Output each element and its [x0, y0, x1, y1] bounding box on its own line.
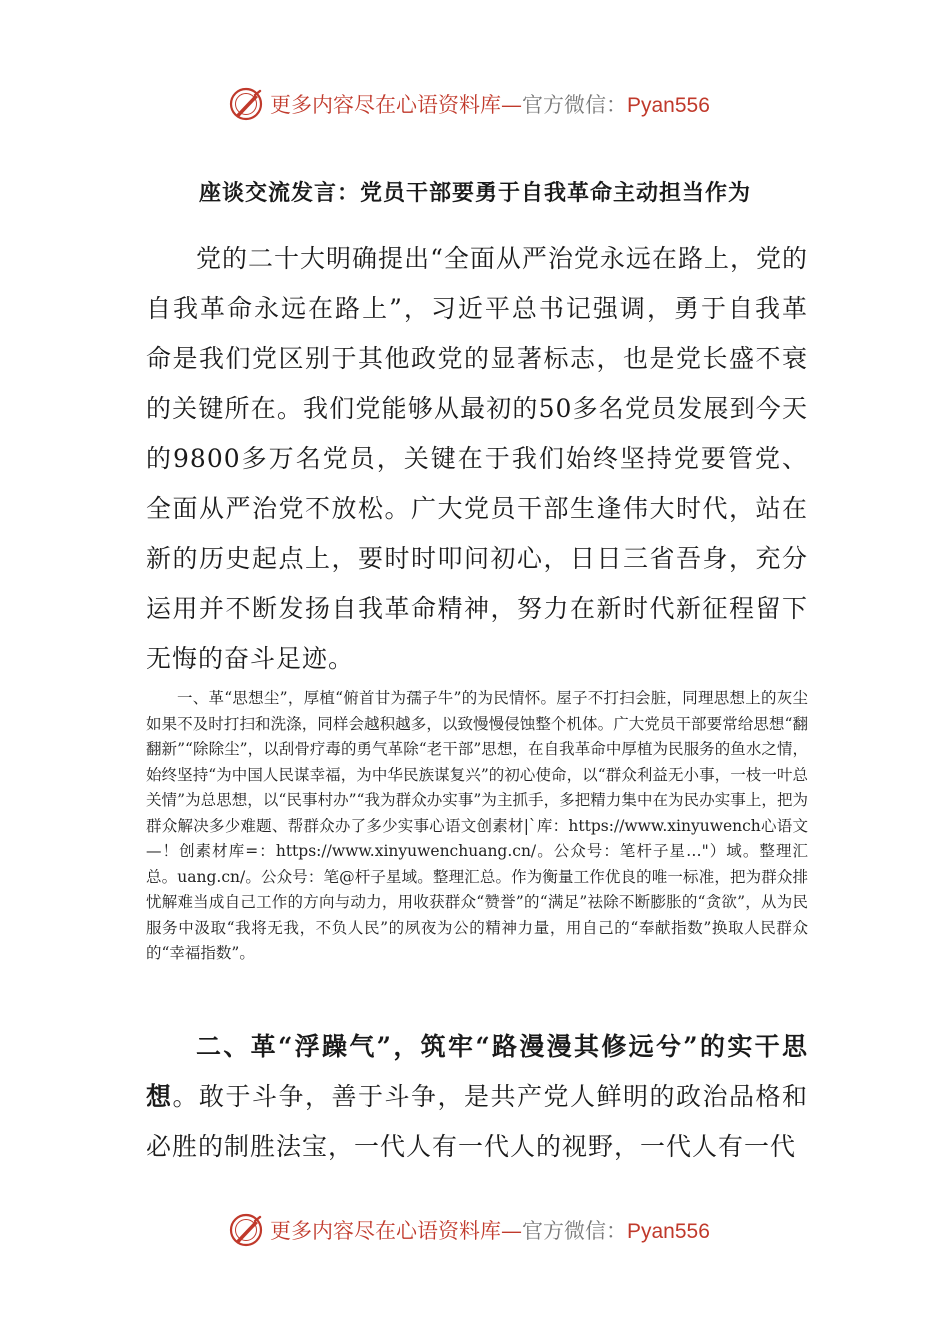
banner-wechat-id: Pyan556 [627, 94, 710, 117]
banner-brand: 更多内容尽在心语资料库 [270, 93, 501, 117]
section-two-heading: 二、革“浮躁气”，筑牢“路漫漫其修远兮”的实干思想 [146, 1032, 808, 1111]
banner-text [270, 89, 710, 119]
pen-circle-icon [228, 1212, 264, 1248]
banner-label: 官方微信： [522, 1219, 627, 1243]
section-two-text: 。敢于斗争，善于斗争，是共产党人鲜明的政治品格和必胜的制胜法宝，一代人有一代人的视野，一代人有一代 [146, 1082, 808, 1161]
pen-circle-icon [228, 86, 264, 122]
header-watermark-banner [228, 84, 748, 124]
banner-label: 官方微信： [522, 93, 627, 117]
document-title: 座谈交流发言：党员干部要勇于自我革命主动担当作为 [198, 180, 751, 206]
banner-text [270, 1215, 710, 1245]
banner-wechat-id: Pyan556 [627, 1220, 710, 1243]
intro-paragraph: 党的二十大明确提出“全面从严治党永远在路上，党的自我革命永远在路上”，习近平总书记强调，勇于自我革命是我们党区别于其他政党的显著标志，也是党长盛不衰的关键所在。我们党能够从最初的50多名党员发展到今天的9800多万名党员，关键在于我们始终坚持党要管党、全面从严治党不放松。广大党员干部生逢伟大时代，站在新的历史起点上，要时时叩问初心，日日三省吾身，充分运用并不断发扬自我革命精神，努力在新时代新征程留下无悔的奋斗足迹。 [146, 244, 808, 673]
banner-separator: — [501, 93, 522, 117]
section-two-paragraph [146, 1022, 808, 1172]
section-one-paragraph: 一、革“思想尘”，厚植“俯首甘为孺子牛”的为民情怀。屋子不打扫会脏，同理思想上的灰尘如果不及时打扫和洗涤，同样会越积越多，以致慢慢侵蚀整个机体。广大党员干部要常给思想“翻翻新”“除除尘”，以刮骨疗毒的勇气革除“老干部”思想，在自我革命中厚植为民服务的鱼水之情，始终坚持“为中国人民谋幸福，为中华民族谋复兴”的初心使命，以“群众利益无小事，一枝一叶总关情”为总思想，以“民事村办”“我为群众办实事”为主抓手，多把精力集中在为民办实事上，把为群众解决多少难题、帮群众办了多少实事心语文创素材|`库：https://www.xinyuwench心语文—！创素材库=：https://www.xinyuwenchuang.cn/。公众号：笔杆子星…"）域。整理汇总。uang.cn/。公众号：笔@杆子星域。整理汇总。作为衡量工作优良的唯一标准，把为群众排忧解难当成自己工作的方向与动力，用收获群众“赞誉”的“满足”祛除不断膨胀的“贪欲”，从为民服务中汲取“我将无我，不负人民”的夙夜为公的精神力量，用自己的“奉献指数”换取人民群众的“幸福指数”。 [146, 689, 808, 962]
footer-watermark-banner [228, 1210, 748, 1250]
banner-brand: 更多内容尽在心语资料库 [270, 1219, 501, 1243]
banner-separator: — [501, 1219, 522, 1243]
